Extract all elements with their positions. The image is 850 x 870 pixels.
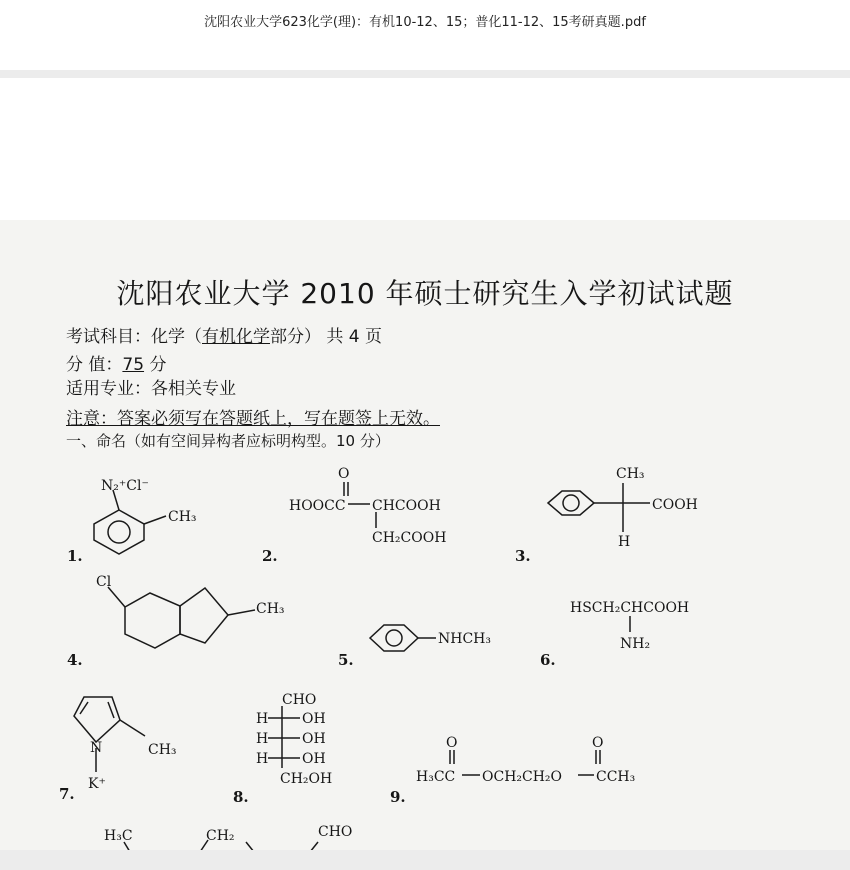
q3-methyl-label: CH₃ xyxy=(616,466,645,482)
q8-oh-label: OH xyxy=(302,731,326,747)
q8-ch2oh-label: CH₂OH xyxy=(280,771,333,787)
header-divider xyxy=(0,70,850,78)
q4-methyl-label: CH₃ xyxy=(256,601,285,617)
question-number: 3. xyxy=(515,547,531,565)
question-number: 8. xyxy=(233,788,249,806)
q8-aldehyde-label: CHO xyxy=(282,692,317,708)
q9-right-label: CCH₃ xyxy=(596,769,636,785)
q8-h-label: H xyxy=(256,751,269,767)
q7-structure xyxy=(74,697,145,772)
viewer-header xyxy=(0,0,850,70)
q9-middle-label: OCH₂CH₂O xyxy=(482,769,563,785)
score-value: 75 xyxy=(122,355,145,375)
q10-label: CHO xyxy=(318,824,353,840)
chemical-structures xyxy=(0,220,850,852)
q7-nitrogen-label: N xyxy=(90,740,103,756)
subject-underlined: 有机化学 xyxy=(202,327,270,347)
q7-potassium-label: K⁺ xyxy=(88,776,106,792)
scanned-exam-page xyxy=(0,220,850,852)
q10-label: CH₂ xyxy=(206,828,235,844)
q3-carboxyl-label: COOH xyxy=(652,497,698,513)
q10-label: H₃C xyxy=(104,828,133,844)
exam-title: 沈阳农业大学 2010 年硕士研究生入学初试试题 xyxy=(116,277,734,310)
q1-methyl-label: CH₃ xyxy=(168,509,197,525)
q2-oxygen-label: O xyxy=(338,466,350,482)
q8-h-label: H xyxy=(256,731,269,747)
score-label: 分 值： xyxy=(66,355,123,375)
q6-amino-label: NH₂ xyxy=(620,636,651,652)
question-number: 4. xyxy=(67,651,83,669)
question-number: 5. xyxy=(338,651,354,669)
exam-major-line: 适用专业：各相关专业 xyxy=(66,379,236,399)
q3-hydrogen-label: H xyxy=(618,534,631,550)
q5-amine-label: NHCH₃ xyxy=(438,631,491,647)
q1-structure xyxy=(94,490,166,554)
q9-left-label: H₃CC xyxy=(416,769,456,785)
question-number: 1. xyxy=(67,547,83,565)
q8-oh-label: OH xyxy=(302,751,326,767)
q2-right-label: CHCOOH xyxy=(372,498,441,514)
viewer-footer xyxy=(0,850,850,870)
score-unit: 分 xyxy=(144,355,167,375)
subject-prefix: 考试科目：化学（ xyxy=(66,327,202,347)
q9-oxygen-label: O xyxy=(592,735,604,751)
question-number: 7. xyxy=(59,785,75,803)
q2-bottom-label: CH₂COOH xyxy=(372,530,447,546)
q4-chlorine-label: Cl xyxy=(96,574,112,590)
q5-structure xyxy=(370,625,436,651)
q6-chain-label: HSCH₂CHCOOH xyxy=(570,600,690,616)
q8-structure xyxy=(268,706,300,768)
exam-notice: 注意：答案必须写在答题纸上，写在题签上无效。 xyxy=(66,409,440,429)
q7-methyl-label: CH₃ xyxy=(148,742,177,758)
q3-structure xyxy=(548,483,650,532)
subject-suffix: 部分） 共 4 页 xyxy=(270,327,383,347)
question-number: 9. xyxy=(390,788,406,806)
document-file-title: 沈阳农业大学623化学(理)：有机10-12、15；普化11-12、15考研真题.pdf xyxy=(204,15,646,30)
q8-oh-label: OH xyxy=(302,711,326,727)
question-number: 6. xyxy=(540,651,556,669)
section-heading: 一、命名（如有空间异构者应标明构型。10 分） xyxy=(66,432,390,450)
q8-h-label: H xyxy=(256,711,269,727)
q2-left-label: HOOCC xyxy=(289,498,346,514)
question-number: 2. xyxy=(262,547,278,565)
q4-structure xyxy=(108,587,255,648)
q1-diazonium-label: N₂⁺Cl⁻ xyxy=(101,478,149,494)
q9-oxygen-label: O xyxy=(446,735,458,751)
